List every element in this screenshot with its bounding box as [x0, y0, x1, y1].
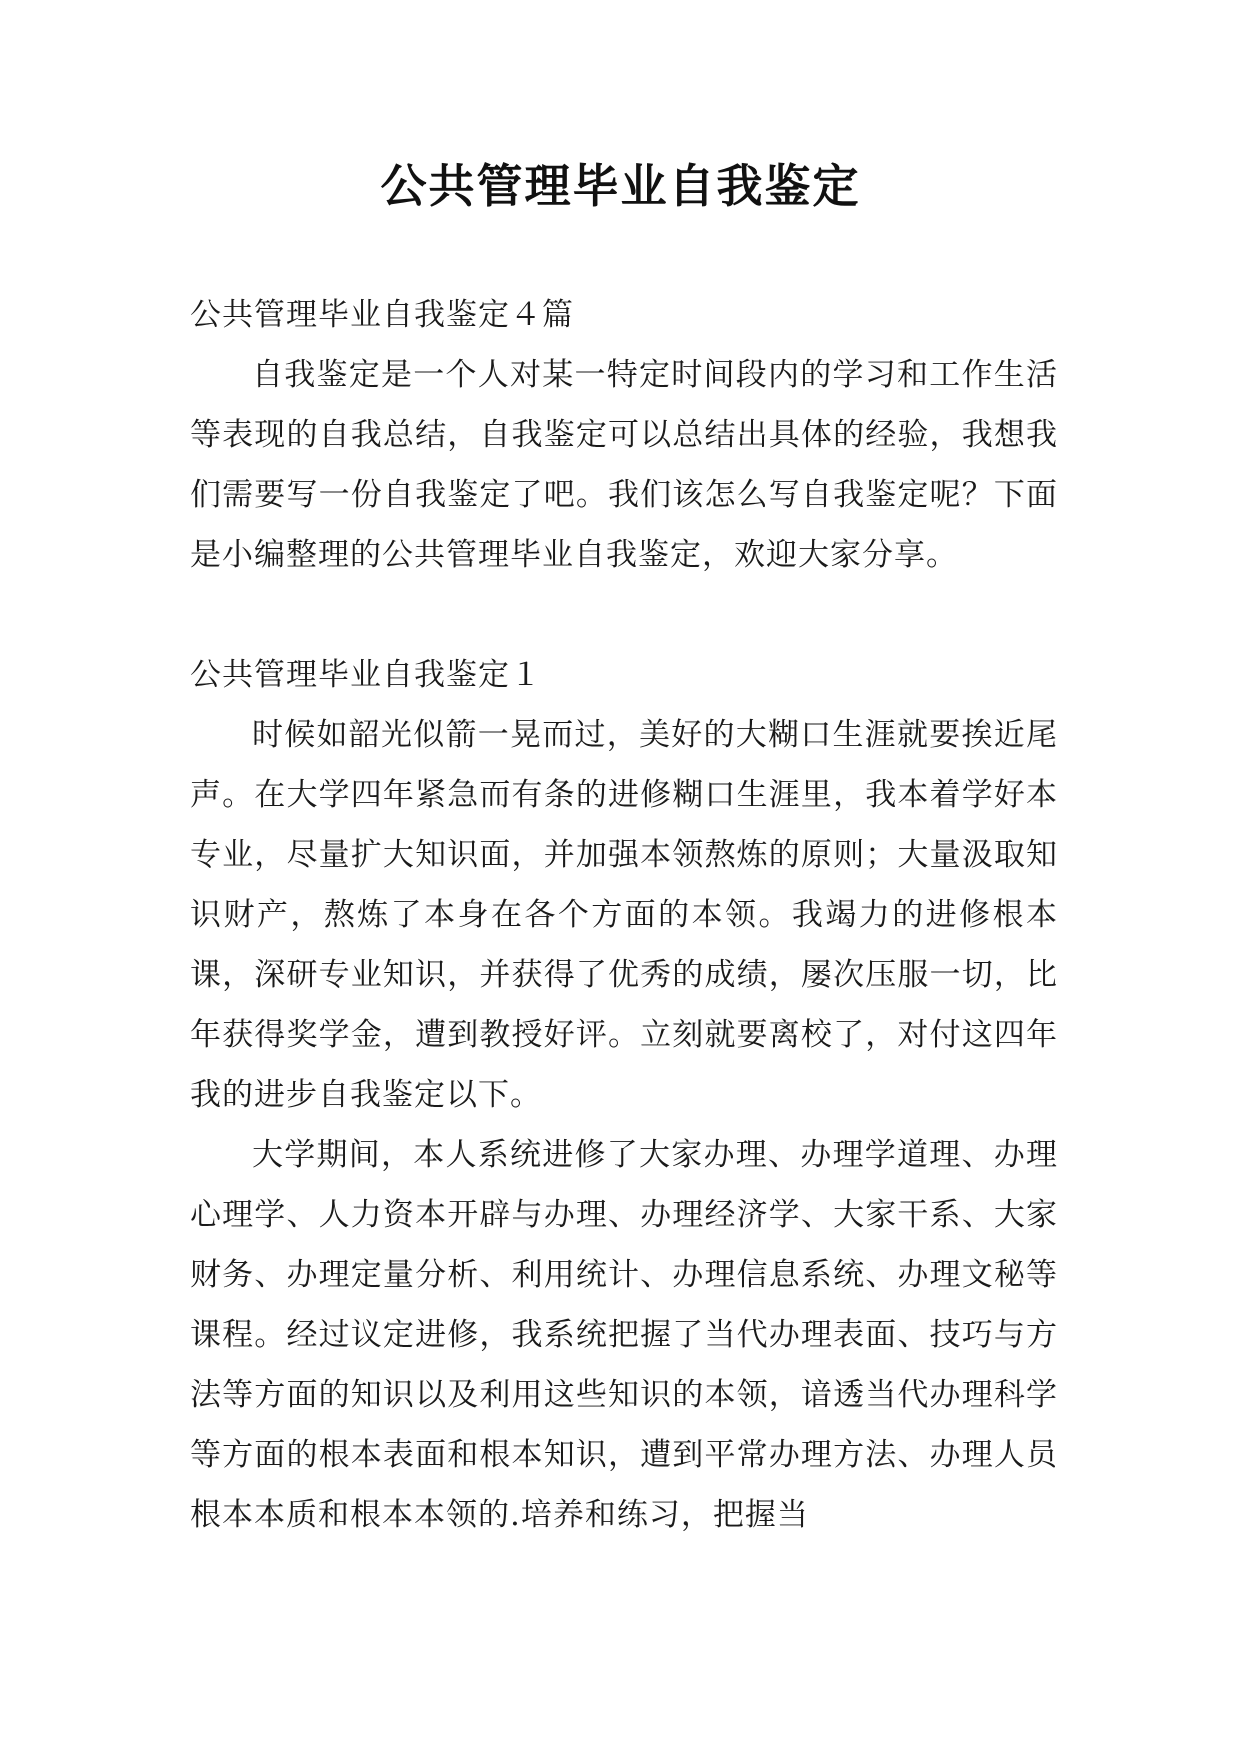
- body-paragraph: 时候如韶光似箭一晃而过，美好的大糊口生涯就要挨近尾声。在大学四年紧急而有条的进修糊口生涯里，我本着学好本专业，尽量扩大知识面，并加强本领熬炼的原则；大量汲取知识财产，熬炼了本身在各个方面的本领。我竭力的进修根本课，深研专业知识，并获得了优秀的成绩，屡次压服一切，比年获得奖学金，遭到教授好评。立刻就要离校了，对付这四年我的进步自我鉴定以下。: [190, 717, 1058, 1113]
- section-spacer: [190, 585, 1058, 645]
- body-paragraph: 大学期间，本人系统进修了大家办理、办理学道理、办理心理学、人力资本开辟与办理、办理经济学、大家干系、大家财务、办理定量分析、利用统计、办理信息系统、办理文秘等课程。经过议定进修，我系统把握了当代办理表面、技巧与方法等方面的知识以及利用这些知识的本领，谙透当代办理科学等方面的根本表面和根本知识，遭到平常办理方法、办理人员根本本质和根本本领的.培养和练习，把握当: [190, 1137, 1058, 1533]
- section-heading: 公共管理毕业自我鉴定１: [190, 657, 542, 693]
- intro-paragraph: 自我鉴定是一个人对某一特定时间段内的学习和工作生活等表现的自我总结，自我鉴定可以总结出具体的经验，我想我们需要写一份自我鉴定了吧。我们该怎么写自我鉴定呢？下面是小编整理的公共管理毕业自我鉴定，欢迎大家分享。: [190, 357, 1058, 573]
- document-body: [190, 285, 1058, 1545]
- document-title: 公共管理毕业自我鉴定: [380, 159, 861, 213]
- document-subtitle: 公共管理毕业自我鉴定４篇: [190, 297, 574, 333]
